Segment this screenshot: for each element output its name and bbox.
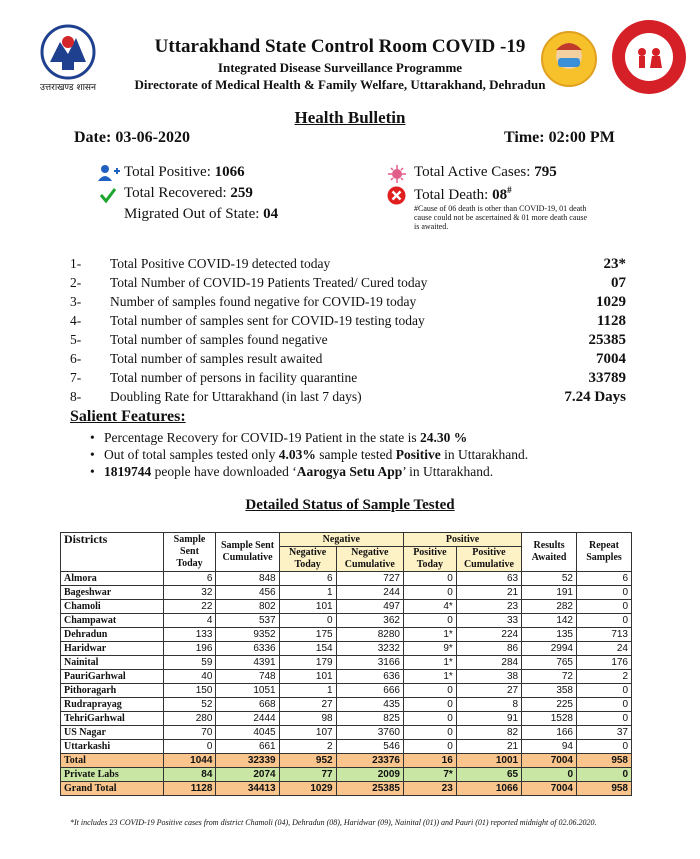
value-cell: 1*: [403, 670, 456, 684]
value-cell: 848: [216, 572, 279, 586]
value-cell: 0: [163, 740, 216, 754]
value-cell: 546: [336, 740, 403, 754]
table-row: [61, 572, 632, 586]
value-cell: 537: [216, 614, 279, 628]
value-cell: 1: [279, 684, 336, 698]
value-cell: 1*: [403, 628, 456, 642]
table-row: [61, 628, 632, 642]
district-cell: Pithoragarh: [61, 684, 164, 698]
bulletin-time: Time: 02:00 PM: [504, 129, 615, 146]
value-cell: 1001: [456, 754, 521, 768]
col-header-results-awaited: Results Awaited: [522, 533, 577, 572]
total-death-value: 08: [492, 187, 508, 203]
page-subtitle-directorate: Directorate of Medical Health & Family Welfare, Uttarakhand, Dehradun: [134, 77, 546, 92]
value-cell: 0: [577, 768, 632, 782]
migrated-stat: Migrated Out of State: 04: [124, 206, 279, 222]
value-cell: 4*: [403, 600, 456, 614]
total-recovered-value: 259: [230, 185, 253, 201]
value-cell: 2: [279, 740, 336, 754]
value-cell: 0: [403, 726, 456, 740]
value-cell: 150: [163, 684, 216, 698]
table-row: [61, 670, 632, 684]
value-cell: 63: [456, 572, 521, 586]
value-cell: 21: [456, 740, 521, 754]
district-cell: Almora: [61, 572, 164, 586]
value-cell: 7004: [522, 782, 577, 796]
table-row: [61, 642, 632, 656]
salient-bullet-recovery: • Percentage Recovery for COVID-19 Patient in the state is 24.30 %: [104, 430, 467, 446]
value-cell: 2444: [216, 712, 279, 726]
district-cell: Bageshwar: [61, 586, 164, 600]
table-row: [61, 740, 632, 754]
value-cell: 133: [163, 628, 216, 642]
value-cell: 765: [522, 656, 577, 670]
value-cell: 802: [216, 600, 279, 614]
value-cell: 6: [279, 572, 336, 586]
total-positive-stat: Total Positive: 1066: [124, 164, 245, 180]
value-cell: 2994: [522, 642, 577, 656]
col-header-positive: Positive: [403, 533, 521, 547]
value-cell: 82: [456, 726, 521, 740]
value-cell: 27: [456, 684, 521, 698]
value-cell: 191: [522, 586, 577, 600]
value-cell: 2009: [336, 768, 403, 782]
col-header-negative-cumulative: Negative Cumulative: [336, 547, 403, 572]
table-row: [61, 600, 632, 614]
value-cell: 52: [163, 698, 216, 712]
table-row-grand-total: [61, 782, 632, 796]
col-header-sent-cumulative: Sample Sent Cumulative: [216, 533, 279, 572]
total-positive-value: 1066: [214, 164, 245, 180]
value-cell: 2074: [216, 768, 279, 782]
value-cell: 2: [577, 670, 632, 684]
value-cell: 362: [336, 614, 403, 628]
value-cell: 40: [163, 670, 216, 684]
district-cell: Dehradun: [61, 628, 164, 642]
value-cell: 4391: [216, 656, 279, 670]
table-footnote: *It includes 23 COVID-19 Positive cases from district Chamoli (04), Dehradun (08), Haridwar (09), Nainital (01)) and Pauri (01) reported midnight of 02.06.2020.: [70, 818, 597, 827]
value-cell: 280: [163, 712, 216, 726]
table-row: [61, 586, 632, 600]
value-cell: 497: [336, 600, 403, 614]
col-header-sent-today: Sample Sent Today: [163, 533, 216, 572]
value-cell: 0: [403, 698, 456, 712]
value-cell: 4045: [216, 726, 279, 740]
district-cell: Rudraprayag: [61, 698, 164, 712]
value-cell: 8: [456, 698, 521, 712]
value-cell: 107: [279, 726, 336, 740]
value-cell: 176: [577, 656, 632, 670]
national-health-mission-logo: [610, 18, 688, 96]
list-item: 7- Total number of persons in facility quarantine 33789: [70, 370, 626, 386]
value-cell: 1*: [403, 656, 456, 670]
value-cell: 958: [577, 754, 632, 768]
salient-features-heading: Salient Features:: [70, 408, 186, 425]
value-cell: 636: [336, 670, 403, 684]
covid-warrior-logo: [540, 30, 598, 88]
value-cell: 661: [216, 740, 279, 754]
value-cell: 179: [279, 656, 336, 670]
sample-status-table: [60, 532, 632, 796]
col-header-districts: Districts: [61, 533, 164, 572]
value-cell: 358: [522, 684, 577, 698]
value-cell: 456: [216, 586, 279, 600]
active-cases-stat: Total Active Cases: 795: [414, 164, 557, 180]
value-cell: 1029: [279, 782, 336, 796]
value-cell: 91: [456, 712, 521, 726]
value-cell: 0: [279, 614, 336, 628]
value-cell: 0: [403, 614, 456, 628]
value-cell: 727: [336, 572, 403, 586]
district-cell: Nainital: [61, 656, 164, 670]
value-cell: 21: [456, 586, 521, 600]
value-cell: 25385: [336, 782, 403, 796]
value-cell: 154: [279, 642, 336, 656]
col-header-negative: Negative: [279, 533, 403, 547]
value-cell: 22: [163, 600, 216, 614]
value-cell: 59: [163, 656, 216, 670]
table-row: [61, 726, 632, 740]
death-x-icon: [387, 186, 406, 210]
value-cell: 0: [403, 572, 456, 586]
value-cell: 0: [577, 684, 632, 698]
value-cell: 135: [522, 628, 577, 642]
value-cell: 16: [403, 754, 456, 768]
value-cell: 666: [336, 684, 403, 698]
value-cell: 27: [279, 698, 336, 712]
col-header-negative-today: Negative Today: [279, 547, 336, 572]
table-row-private-labs: [61, 768, 632, 782]
value-cell: 0: [403, 684, 456, 698]
logo-caption: उत्तराखण्ड शासन: [39, 83, 96, 93]
value-cell: 84: [163, 768, 216, 782]
value-cell: 52: [522, 572, 577, 586]
district-cell: Total: [61, 754, 164, 768]
value-cell: 8280: [336, 628, 403, 642]
value-cell: 0: [403, 712, 456, 726]
value-cell: 4: [163, 614, 216, 628]
salient-bullet-aarogya: • 1819744 people have downloaded ‘Aarogya Setu App’ in Uttarakhand.: [104, 464, 493, 480]
add-person-icon: [98, 164, 120, 187]
list-item: 6- Total number of samples result awaited 7004: [70, 351, 626, 367]
value-cell: 166: [522, 726, 577, 740]
list-item: 3- Number of samples found negative for COVID-19 today 1029: [70, 294, 626, 310]
check-icon: [99, 186, 117, 209]
value-cell: 1: [279, 586, 336, 600]
value-cell: 9*: [403, 642, 456, 656]
active-cases-value: 795: [534, 164, 557, 180]
value-cell: 6336: [216, 642, 279, 656]
district-cell: Uttarkashi: [61, 740, 164, 754]
bulletin-date: Date: 03-06-2020: [74, 129, 190, 146]
value-cell: 0: [577, 600, 632, 614]
value-cell: 23: [403, 782, 456, 796]
value-cell: 958: [577, 782, 632, 796]
value-cell: 142: [522, 614, 577, 628]
value-cell: 86: [456, 642, 521, 656]
page-title: Uttarakhand State Control Room COVID -19: [154, 36, 526, 57]
migrated-value: 04: [263, 206, 279, 222]
death-footnote: #Cause of 06 death is other than COVID-19, 01 death cause could not be ascertained & 01 more death cause is awaited.: [414, 204, 588, 231]
value-cell: 0: [522, 768, 577, 782]
salient-bullet-positivity: • Out of total samples tested only 4.03% sample tested Positive in Uttarakhand.: [104, 447, 528, 463]
value-cell: 9352: [216, 628, 279, 642]
value-cell: 37: [577, 726, 632, 740]
value-cell: 175: [279, 628, 336, 642]
district-cell: PauriGarhwal: [61, 670, 164, 684]
value-cell: 3760: [336, 726, 403, 740]
district-cell: TehriGarhwal: [61, 712, 164, 726]
value-cell: 7*: [403, 768, 456, 782]
value-cell: 1044: [163, 754, 216, 768]
value-cell: 1051: [216, 684, 279, 698]
col-header-positive-today: Positive Today: [403, 547, 456, 572]
value-cell: 435: [336, 698, 403, 712]
bulletin-heading: Health Bulletin: [294, 108, 406, 127]
table-row: [61, 684, 632, 698]
value-cell: 7004: [522, 754, 577, 768]
value-cell: 101: [279, 670, 336, 684]
list-item: 1- Total Positive COVID-19 detected today 23*: [70, 256, 626, 272]
value-cell: 65: [456, 768, 521, 782]
value-cell: 0: [577, 712, 632, 726]
value-cell: 952: [279, 754, 336, 768]
table-row: [61, 656, 632, 670]
value-cell: 70: [163, 726, 216, 740]
value-cell: 225: [522, 698, 577, 712]
value-cell: 0: [577, 586, 632, 600]
value-cell: 38: [456, 670, 521, 684]
value-cell: 33: [456, 614, 521, 628]
value-cell: 196: [163, 642, 216, 656]
col-header-repeat-samples: Repeat Samples: [577, 533, 632, 572]
value-cell: 23: [456, 600, 521, 614]
value-cell: 0: [577, 740, 632, 754]
value-cell: 284: [456, 656, 521, 670]
table-row: [61, 698, 632, 712]
value-cell: 1128: [163, 782, 216, 796]
table-row: [61, 712, 632, 726]
table-row-total: [61, 754, 632, 768]
value-cell: 713: [577, 628, 632, 642]
value-cell: 0: [403, 586, 456, 600]
value-cell: 3232: [336, 642, 403, 656]
value-cell: 101: [279, 600, 336, 614]
value-cell: 668: [216, 698, 279, 712]
list-item: 4- Total number of samples sent for COVID-19 testing today 1128: [70, 313, 626, 329]
district-cell: Private Labs: [61, 768, 164, 782]
col-header-positive-cumulative: Positive Cumulative: [456, 547, 521, 572]
value-cell: 32339: [216, 754, 279, 768]
total-death-stat: Total Death: 08#: [414, 185, 512, 203]
list-item: 2- Total Number of COVID-19 Patients Treated/ Cured today 07: [70, 275, 626, 291]
value-cell: 748: [216, 670, 279, 684]
value-cell: 0: [577, 614, 632, 628]
value-cell: 23376: [336, 754, 403, 768]
value-cell: 0: [403, 740, 456, 754]
value-cell: 32: [163, 586, 216, 600]
value-cell: 6: [577, 572, 632, 586]
district-cell: Grand Total: [61, 782, 164, 796]
value-cell: 3166: [336, 656, 403, 670]
value-cell: 98: [279, 712, 336, 726]
district-cell: Haridwar: [61, 642, 164, 656]
virus-icon: [388, 165, 406, 188]
table-row: [61, 614, 632, 628]
value-cell: 1066: [456, 782, 521, 796]
list-item: 8- Doubling Rate for Uttarakhand (in last 7 days) 7.24 Days: [70, 389, 626, 405]
value-cell: 224: [456, 628, 521, 642]
value-cell: 6: [163, 572, 216, 586]
value-cell: 825: [336, 712, 403, 726]
value-cell: 77: [279, 768, 336, 782]
death-footnote-mark: #: [507, 185, 512, 195]
list-item: 5- Total number of samples found negative 25385: [70, 332, 626, 348]
value-cell: 72: [522, 670, 577, 684]
detailed-status-heading: Detailed Status of Sample Tested: [245, 497, 455, 513]
district-cell: US Nagar: [61, 726, 164, 740]
value-cell: 0: [577, 698, 632, 712]
value-cell: 244: [336, 586, 403, 600]
value-cell: 24: [577, 642, 632, 656]
district-cell: Champawat: [61, 614, 164, 628]
value-cell: 94: [522, 740, 577, 754]
value-cell: 1528: [522, 712, 577, 726]
total-recovered-stat: Total Recovered: 259: [124, 185, 253, 201]
value-cell: 282: [522, 600, 577, 614]
value-cell: 34413: [216, 782, 279, 796]
district-cell: Chamoli: [61, 600, 164, 614]
page-subtitle-programme: Integrated Disease Surveillance Programme: [217, 60, 463, 75]
uttarakhand-emblem-logo: [38, 22, 98, 82]
